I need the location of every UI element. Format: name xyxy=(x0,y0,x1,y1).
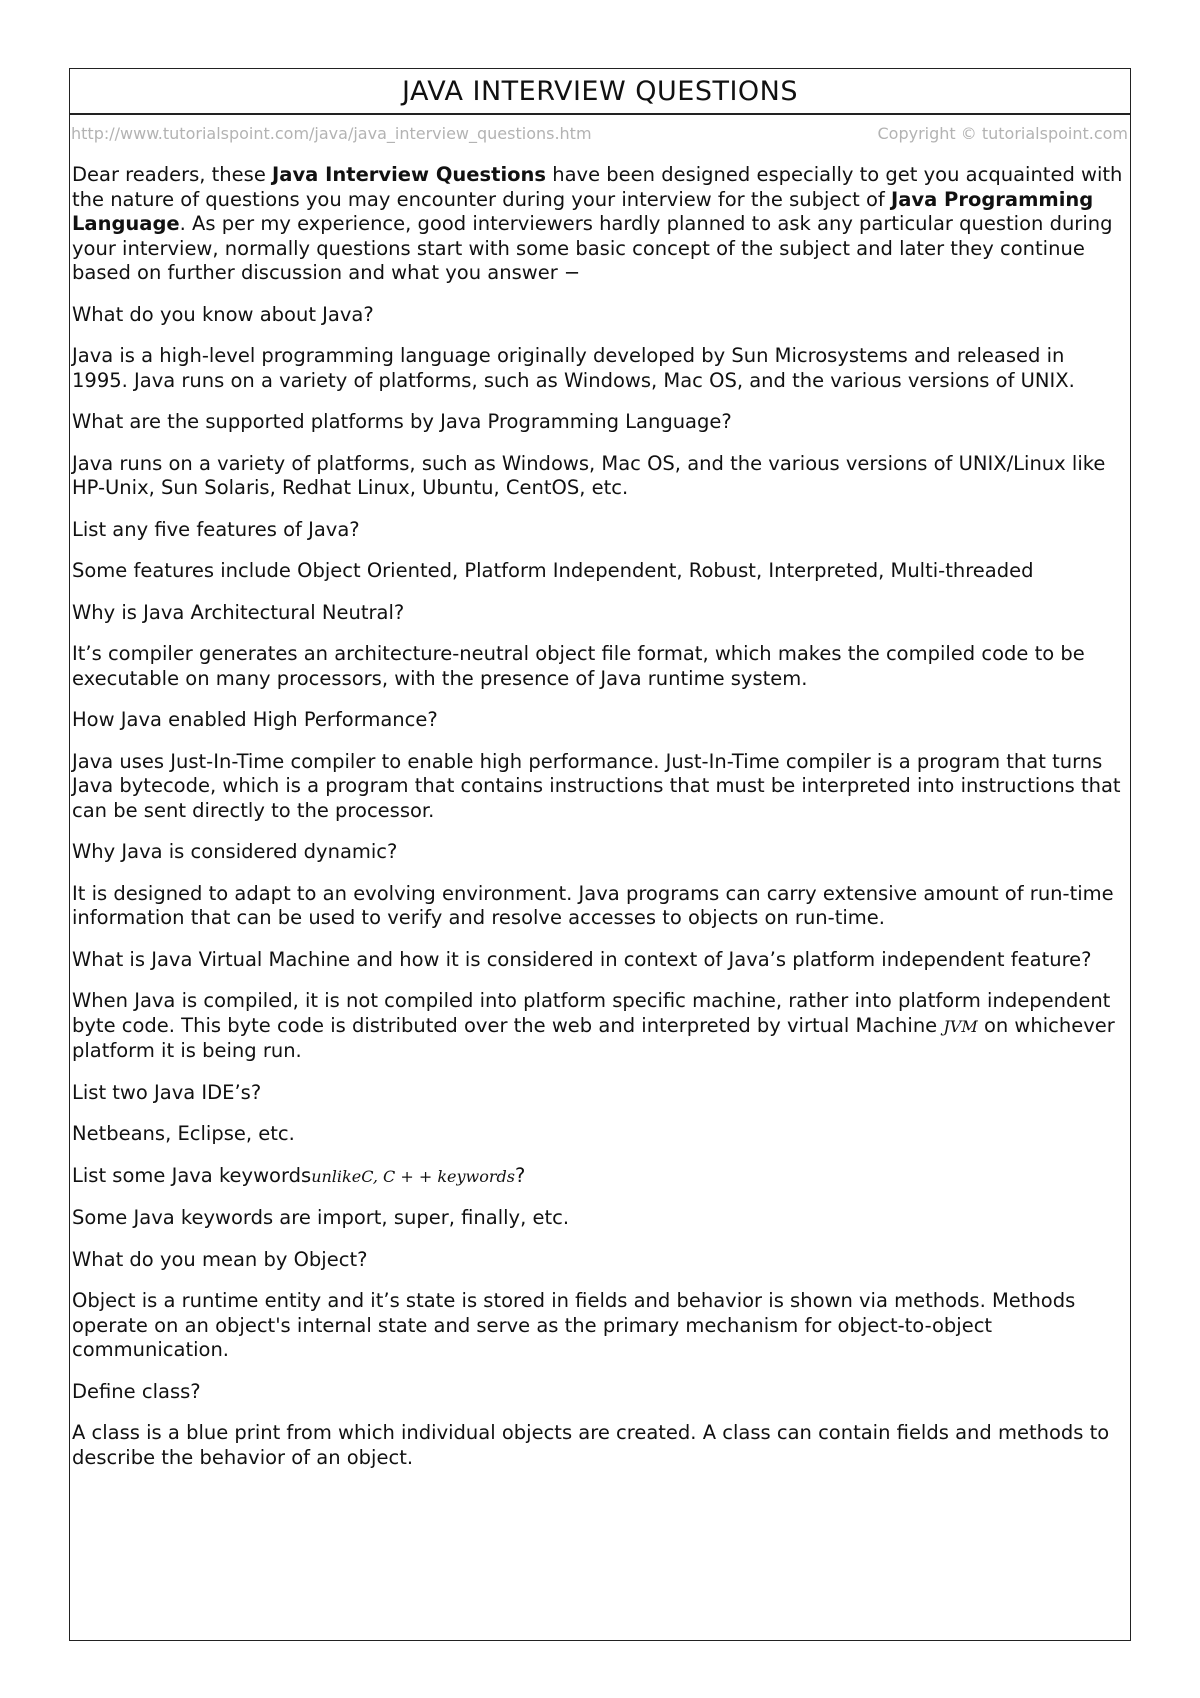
question-6: Why Java is considered dynamic? xyxy=(72,840,398,863)
question-4: Why is Java Architectural Neutral? xyxy=(72,600,405,624)
answer-2: Java runs on a variety of platforms, such as Windows, Mac OS, and the various versions of UNIX/Linux like HP-Unix, Sun Solaris, Redhat Linux, Ubuntu, CentOS, etc. xyxy=(72,451,1106,499)
question-8: List two Java IDE’s? xyxy=(72,1080,262,1104)
answer-3: Some features include Object Oriented, Platform Independent, Robust, Interpreted, Multi-threaded xyxy=(72,559,1034,582)
question-3: List any five features of Java? xyxy=(72,517,360,541)
intro-bold-2: Java Programming Language xyxy=(72,187,1094,235)
intro-paragraph xyxy=(72,163,1126,286)
answer-10: Object is a runtime entity and it’s state is stored in fields and behavior is shown via methods. Methods operate on an object's internal state and serve as the primary mechanism for object-to-object communication. xyxy=(72,1289,1076,1361)
answer-8: Netbeans, Eclipse, etc. xyxy=(72,1122,295,1145)
answer-4: It’s compiler generates an architecture-neutral object file format, which makes the compiled code to be executable on many processors, with the presence of Java runtime system. xyxy=(72,642,1085,690)
question-2: What are the supported platforms by Java Programming Language? xyxy=(72,410,732,433)
question-5: How Java enabled High Performance? xyxy=(72,708,438,731)
intro-text-2: have been designed especially to get you acquainted with the nature of questions you may encounter during your interview for the subject of xyxy=(72,163,1123,211)
answer-5: Java uses Just-In-Time compiler to enable high performance. Just-In-Time compiler is a program that turns Java bytecode, which is a program that contains instructions that must be interpreted into instructions that can be sent directly to the processor. xyxy=(72,749,1121,822)
source-url[interactable]: http://www.tutorialspoint.com/java/java_interview_questions.htm xyxy=(71,123,592,143)
intro-text-1: Dear readers, these xyxy=(72,163,273,186)
answer-7-text-2: on whichever platform it is being run. xyxy=(72,1013,1115,1062)
answer-11: A class is a blue print from which individual objects are created. A class can contain fields and methods to describe the behavior of an object. xyxy=(72,1421,1110,1469)
title-bar xyxy=(70,69,1130,115)
question-7: What is Java Virtual Machine and how it is considered in context of Java’s platform independent feature? xyxy=(72,947,1092,971)
answer-6: It is designed to adapt to an evolving environment. Java programs can carry extensive amount of run-time information that can be used to verify and resolve accesses to objects on run-time. xyxy=(72,881,1114,929)
meta-row xyxy=(70,115,1130,151)
document-page xyxy=(69,68,1131,1641)
copyright-notice: Copyright © tutorialspoint.com xyxy=(877,123,1128,143)
answer-9: Some Java keywords are import, super, finally, etc. xyxy=(72,1206,570,1229)
answer-1: Java is a high-level programming language originally developed by Sun Microsystems and released in 1995. Java runs on a variety of platforms, such as Windows, Mac OS, and the various versions of UNIX. xyxy=(72,344,1075,392)
page-title: JAVA INTERVIEW QUESTIONS xyxy=(401,75,799,107)
answer-7 xyxy=(72,989,1126,1064)
intro-bold-1: Java Interview Questions xyxy=(272,163,547,186)
answer-7-text-1: When Java is compiled, it is not compiled into platform specific machine, rather into platform independent byte code. This byte code is distributed over the web and interpreted by virtual Machine xyxy=(72,989,1111,1037)
question-9-text-2: ? xyxy=(514,1163,526,1187)
question-10: What do you mean by Object? xyxy=(72,1247,368,1271)
answer-7-jvm: JVM xyxy=(943,1016,978,1036)
question-9-text-1: List some Java keywords xyxy=(72,1163,312,1187)
document-body xyxy=(70,151,1130,1470)
question-1: What do you know about Java? xyxy=(72,302,374,326)
intro-text-3: . As per my experience, good interviewers hardly planned to ask any particular question during your interview, normally questions start with some basic concept of the subject and later they continue based on further discussion and what you answer − xyxy=(72,212,1113,284)
question-11: Define class? xyxy=(72,1379,201,1403)
question-9-italic: unlikeC, C + + keywords xyxy=(311,1166,515,1186)
question-9 xyxy=(72,1164,1126,1190)
